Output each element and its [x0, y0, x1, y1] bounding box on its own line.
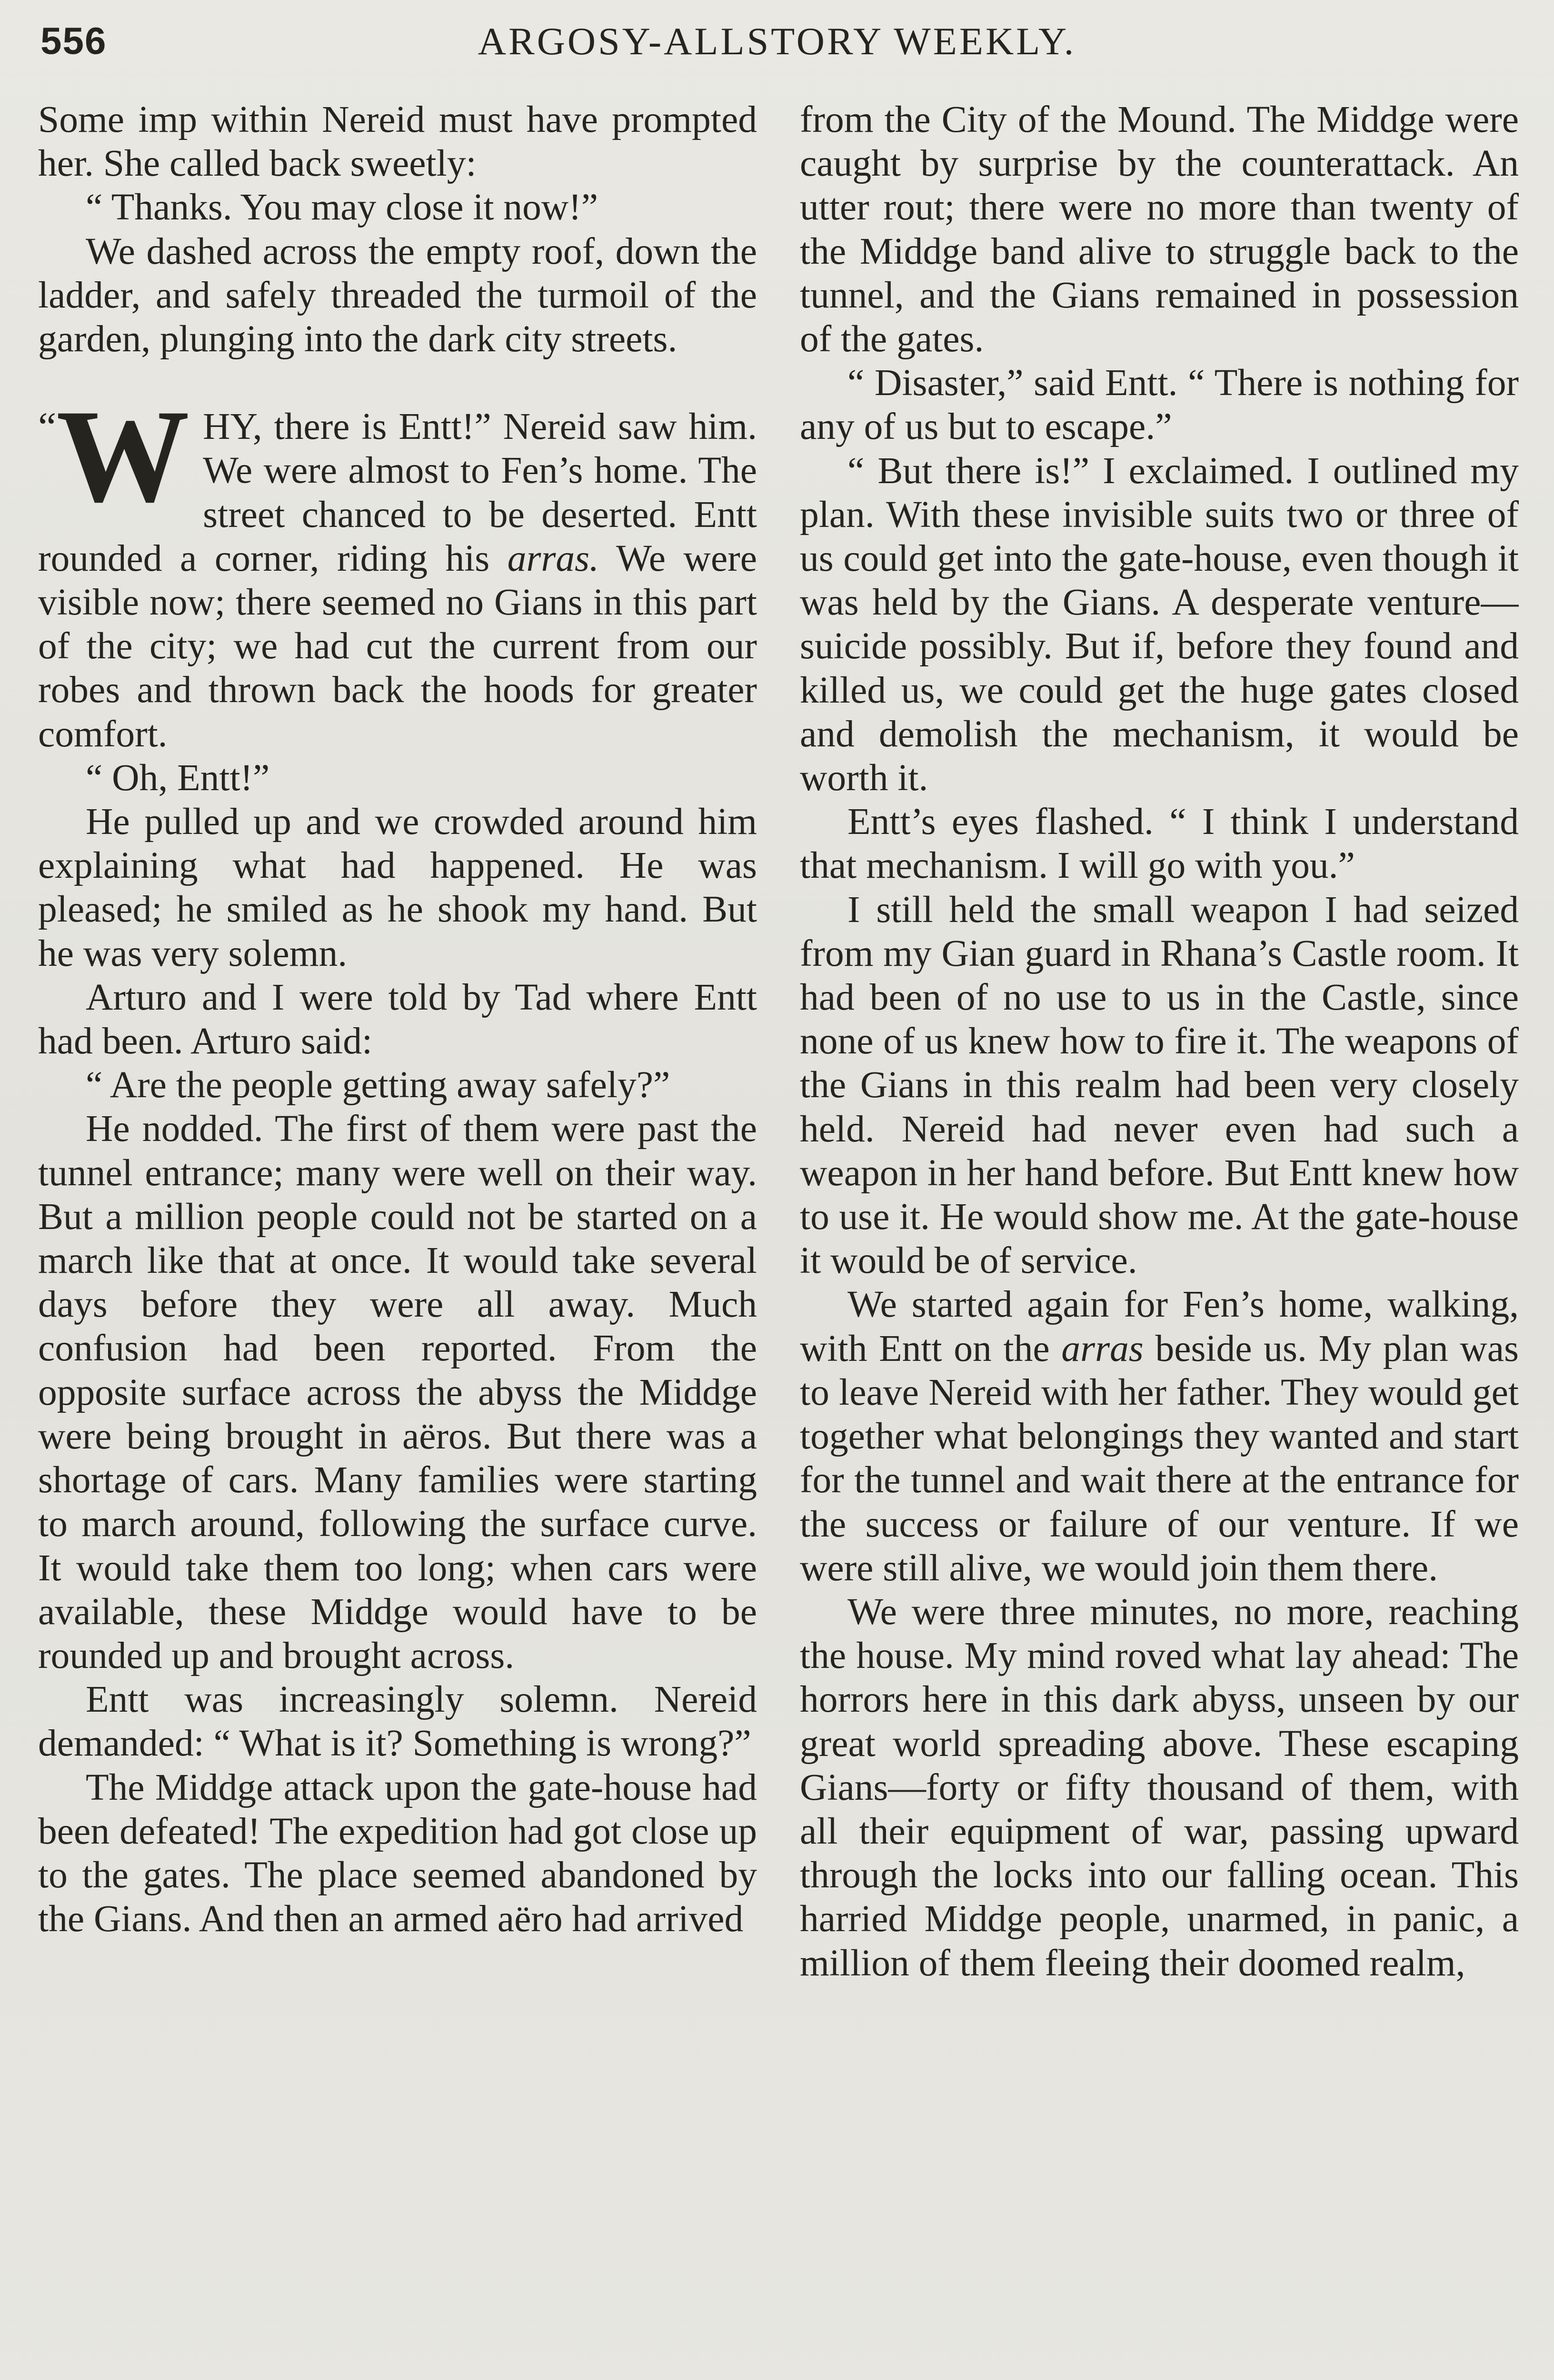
paragraph-text: We started again for Fen’s home, walking, with Entt on the [800, 1283, 1519, 1369]
paragraph-text: “ Oh, Entt!” [86, 756, 270, 799]
paragraph [800, 361, 1519, 448]
left-column [38, 98, 757, 2380]
paragraph [800, 1282, 1519, 1589]
paragraph [38, 229, 757, 361]
paragraph-text: from the City of the Mound. The Middge were caught by surprise by the counterattack. An utter rout; there were no more than twenty of the Middge band alive to struggle back to the tunnel, and the Gians remained in possession of the gates. [800, 99, 1519, 360]
paragraph [800, 888, 1519, 1283]
paragraph [800, 1590, 1519, 1985]
paragraph-text: The Middge attack upon the gate-house had been defeated! The expedition had got close up to the gates. The place seemed abandoned by the Gians. And then an armed aëro had arrived [38, 1766, 757, 1940]
paragraph [38, 98, 757, 185]
right-column [800, 98, 1519, 2380]
page-header [40, 10, 1514, 68]
paragraph-text: Arturo and I were told by Tad where Entt had been. Arturo said: [38, 976, 757, 1062]
paragraph-text: We were three minutes, no more, reaching the house. My mind roved what lay ahead: The horrors here in this dark abyss, unseen by our great world spreading above. These escaping Gians—forty or fifty thousand of them, with all their equipment of war, passing upward through the locks into our falling ocean. This harried Middge people, unarmed, in panic, a million of them fleeing their doomed realm, [800, 1590, 1519, 1984]
paragraph-text: I still held the small weapon I had seized from my Gian guard in Rhana’s Castle room. It had been of no use to us in the Castle, since none of us knew how to fire it. The weapons of the Gians in this realm had been very closely held. Nereid had never even had such a weapon in her hand before. But Entt knew how to use it. He would show me. At the gate-house it would be of service. [800, 888, 1519, 1282]
italic-word: arras [1061, 1327, 1144, 1369]
paragraph [38, 1107, 757, 1677]
paragraph-text: We were visible now; there seemed no Gians in this part of the city; we had cut the current from our robes and thrown back the hoods for greater comfort. [38, 537, 757, 755]
drop-cap-letter: W [56, 382, 190, 530]
page-number: 556 [40, 20, 107, 62]
paragraph-text: Entt was increasingly solemn. Nereid demanded: “ What is it? Something is wrong?” [38, 1678, 757, 1765]
paragraph [38, 1765, 757, 1941]
paragraph [800, 800, 1519, 887]
paragraph-text: “ Thanks. You may close it now!” [86, 186, 598, 228]
paragraph-text: “ Are the people getting away safely?” [86, 1064, 670, 1106]
paragraph [38, 1677, 757, 1765]
paragraph-text: “ Disaster,” said Entt. “ There is nothing for any of us but to escape.” [800, 362, 1519, 448]
paragraph-text: We dashed across the empty roof, down the ladder, and safely threaded the turmoil of the garden, plunging into the dark city streets. [38, 230, 757, 360]
paragraph [38, 975, 757, 1063]
paragraph-text: beside us. My plan was to leave Nereid with her father. They would get together what belongings they wanted and start for the tunnel and wait there at the entrance for the success or failure of our venture. If we were still alive, we would join them there. [800, 1327, 1519, 1589]
paragraph [38, 1063, 757, 1107]
paragraph [38, 800, 757, 975]
paragraph-text: HY, there is Entt!” Nereid saw him. We were almost to Fen’s home. The street chanced to be deserted. Entt rounded a corner, riding his [38, 406, 757, 579]
running-head: ARGOSY-ALLSTORY WEEKLY. [478, 20, 1076, 63]
paragraph-text: Entt’s eyes flashed. “ I think I understand that mechanism. I will go with you.” [800, 801, 1519, 887]
italic-word: arras. [507, 537, 599, 579]
paragraph-text: He nodded. The first of them were past the tunnel entrance; many were well on their way. But a million people could not be started on a march like that at once. It would take several days before they were all away. Much confusion had been reported. From the opposite surface across the abyss the Middge were being brought in aëros. But there was a shortage of cars. Many families were starting to march around, following the surface curve. It would take them too long; when cars were available, these Middge would have to be rounded up and brought across. [38, 1108, 757, 1676]
paragraph [800, 98, 1519, 361]
paragraph-text: “ But there is!” I exclaimed. I outlined my plan. With these invisible suits two or three of us could get into the gate-house, even though it was held by the Gians. A desperate venture—suicide possibly. But if, before they found and killed us, we could get the huge gates closed and demolish the mechanism, it would be worth it. [800, 449, 1519, 799]
opening-quote: “ [38, 404, 57, 450]
drop-cap-paragraph [38, 382, 757, 756]
paragraph [38, 185, 757, 229]
paragraph [800, 449, 1519, 800]
paragraph [38, 756, 757, 800]
paragraph-text: He pulled up and we crowded around him explaining what had happened. He was pleased; he smiled as he shook my hand. But he was very solemn. [38, 801, 757, 974]
paragraph-text: Some imp within Nereid must have prompted her. She called back sweetly: [38, 99, 757, 185]
